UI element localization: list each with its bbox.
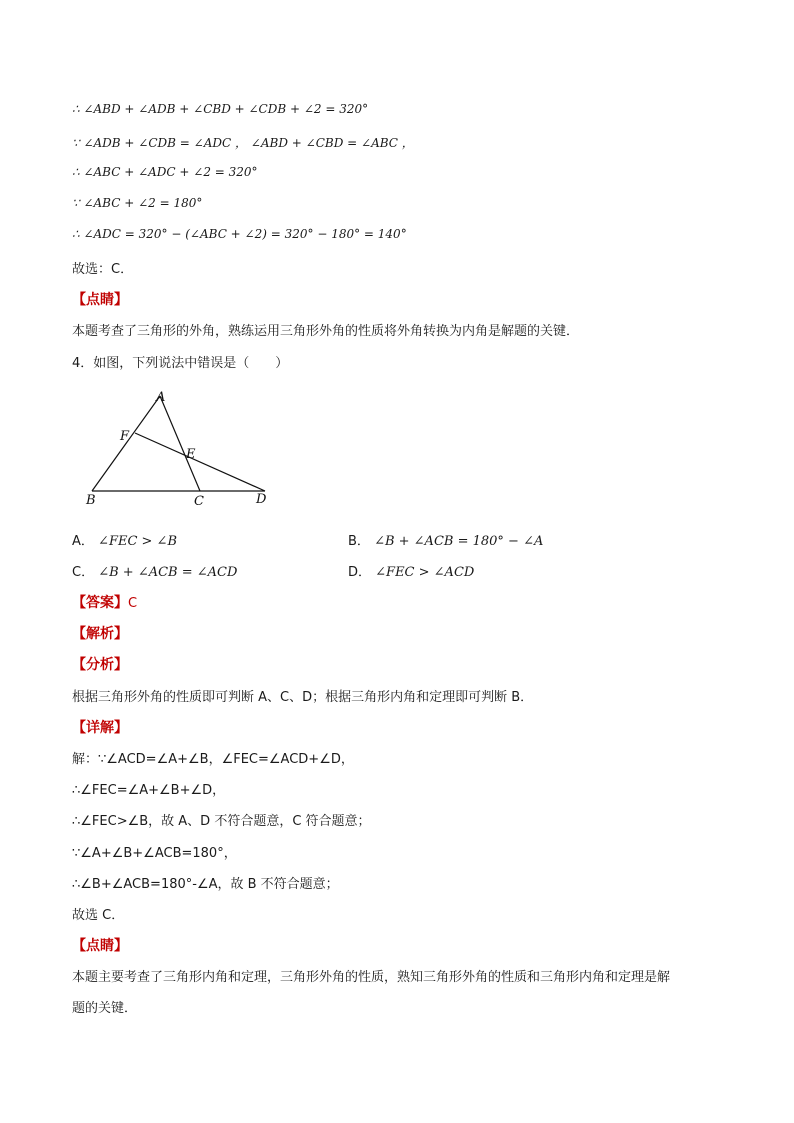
detail-line-4: ∵∠A+∠B+∠ACB=180°， [72, 846, 237, 861]
detail-heading: 【详解】 [72, 720, 128, 736]
option-a-letter: A． [72, 534, 94, 549]
triangle-figure [80, 386, 280, 511]
answer-value: C [128, 596, 138, 611]
q4-comment-line-2: 题的关键． [72, 1001, 138, 1016]
detail-line-5: ∴∠B+∠ACB=180°-∠A，故 B 不符合题意； [72, 877, 339, 892]
q4-comment-heading: 【点睛】 [72, 938, 128, 954]
answer-heading: 【答案】 [72, 595, 128, 611]
option-d-text: ∠FEC > ∠ACD [375, 565, 475, 580]
option-c [72, 561, 237, 580]
detail-line-3: ∴∠FEC>∠B，故 A、D 不符合题意，C 符合题意； [72, 814, 371, 829]
segment-AC [160, 396, 200, 491]
q3-answer-line: 故选：C． [72, 262, 134, 277]
q4-question: 4．如图，下列说法中错误是（ ） [72, 356, 289, 371]
step-line-4: ∵ ∠ABC + ∠2 = 180° [72, 196, 203, 210]
segment-FD [135, 433, 265, 491]
option-b-letter: B． [348, 534, 370, 549]
fenxi-heading: 【分析】 [72, 657, 128, 673]
option-a-text: ∠FEC > ∠B [98, 534, 177, 549]
detail-line-2: ∴∠FEC=∠A+∠B+∠D， [72, 783, 226, 798]
step-line-5: ∴ ∠ADC = 320° − (∠ABC + ∠2) = 320° − 180° = 140° [72, 227, 407, 241]
fenxi-text: 根据三角形外角的性质即可判断 A、C、D；根据三角形内角和定理即可判断 B． [72, 690, 534, 705]
option-c-letter: C． [72, 565, 95, 580]
label-A: A [156, 390, 166, 405]
option-c-text: ∠B + ∠ACB = ∠ACD [98, 565, 238, 580]
label-B: B [86, 493, 96, 508]
step-line-3: ∴ ∠ABC + ∠ADC + ∠2 = 320° [72, 165, 258, 179]
label-D: D [256, 492, 267, 507]
label-C: C [194, 494, 204, 509]
detail-line-1: 解：∵∠ACD=∠A+∠B，∠FEC=∠ACD+∠D， [72, 752, 354, 767]
q3-comment-heading: 【点睛】 [72, 292, 128, 308]
q4-answer-line [72, 592, 137, 612]
option-d [348, 561, 474, 580]
q3-comment-text: 本题考查了三角形的外角，熟练运用三角形外角的性质将外角转换为内角是解题的关键． [72, 324, 580, 339]
step-line-1: ∴ ∠ABD + ∠ADB + ∠CBD + ∠CDB + ∠2 = 320° [72, 102, 369, 116]
option-b [348, 530, 543, 549]
option-b-text: ∠B + ∠ACB = 180° − ∠A [374, 534, 544, 549]
q4-comment-line-1: 本题主要考查了三角形内角和定理，三角形外角的性质，熟知三角形外角的性质和三角形内角和定理是解 [72, 970, 671, 985]
analysis-heading: 【解析】 [72, 626, 128, 642]
detail-line-6: 故选 C． [72, 908, 125, 923]
option-a [72, 530, 177, 549]
label-E: E [186, 447, 196, 462]
label-F: F [120, 429, 130, 444]
step-line-2: ∵ ∠ADB + ∠CDB = ∠ADC ， ∠ABD + ∠CBD = ∠ABC ， [72, 136, 414, 150]
option-d-letter: D． [348, 565, 372, 580]
